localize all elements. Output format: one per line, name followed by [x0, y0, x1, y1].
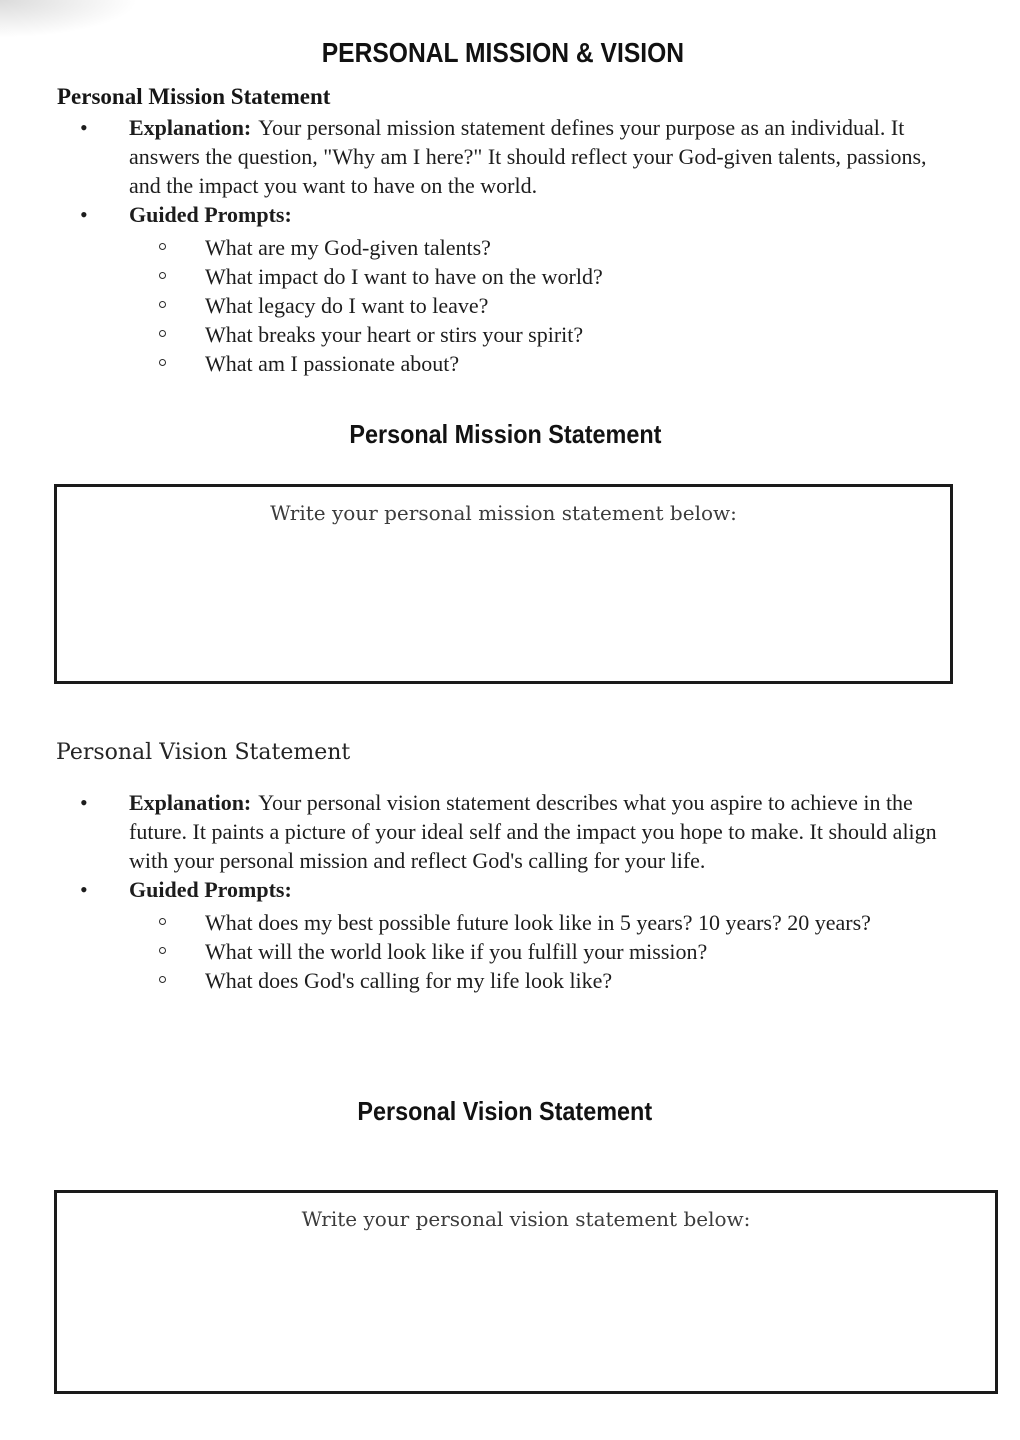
vision-box-heading: [0, 1097, 1010, 1126]
vision-prompt-text: What does my best possible future look like in 5 years? 10 years? 20 years?: [205, 910, 871, 935]
circle-bullet-icon: [159, 947, 166, 954]
bullet-icon: •: [80, 115, 88, 140]
vision-prompts-sublist: [0, 908, 1020, 995]
mission-guided-prompts-item: [0, 200, 1020, 229]
mission-list: [0, 113, 1020, 378]
mission-prompt-text: What breaks your heart or stirs your spirit?: [205, 322, 584, 347]
mission-prompts-sublist: [0, 233, 1020, 378]
vision-box-heading-text: Personal Vision Statement: [357, 1096, 653, 1126]
circle-bullet-icon: [159, 359, 166, 366]
circle-bullet-icon: [159, 330, 166, 337]
list-item: [0, 937, 1020, 966]
mission-prompt-text: What are my God-given talents?: [205, 235, 491, 260]
list-item: [0, 262, 1020, 291]
mission-prompt-text: What am I passionate about?: [205, 351, 460, 376]
bullet-icon: •: [80, 790, 88, 815]
mission-explanation-label: Explanation:: [129, 115, 252, 140]
circle-bullet-icon: [159, 976, 166, 983]
vision-box-label: Write your personal vision statement below:: [301, 1207, 751, 1231]
mission-writing-area[interactable]: [54, 484, 953, 684]
vision-list: [0, 788, 1020, 995]
vision-prompt-text: What does God's calling for my life look like?: [205, 968, 613, 993]
mission-prompt-text: What legacy do I want to leave?: [205, 293, 489, 318]
page-title: [0, 38, 1006, 69]
list-item: [0, 320, 1020, 349]
mission-box-heading-text: Personal Mission Statement: [348, 419, 662, 449]
vision-section-heading: Personal Vision Statement: [56, 740, 351, 765]
list-item: [0, 349, 1020, 378]
bullet-icon: •: [80, 877, 88, 902]
list-item: [0, 908, 895, 937]
mission-explanation-text: Your personal mission statement defines your purpose as an individual. It answers the question, "Why am I here?" It should reflect your God-given talents, passions, and the impact you want to have on the world.: [129, 115, 927, 198]
vision-guided-prompts-label: Guided Prompts:: [129, 877, 292, 902]
mission-explanation-item: [0, 113, 953, 200]
mission-section-heading: Personal Mission Statement: [57, 84, 331, 109]
vision-explanation-item: [0, 788, 959, 875]
vision-guided-prompts-item: [0, 875, 1020, 904]
mission-guided-prompts-label: Guided Prompts:: [129, 202, 292, 227]
circle-bullet-icon: [159, 243, 166, 250]
vision-explanation-text: Your personal vision statement describes what you aspire to achieve in the future. It paints a picture of your ideal self and the impact you hope to make. It should align with your personal mission and reflect God's calling for your life.: [129, 790, 937, 873]
circle-bullet-icon: [159, 918, 166, 925]
mission-box-label: Write your personal mission statement below:: [270, 501, 737, 525]
circle-bullet-icon: [159, 301, 166, 308]
vision-prompt-text: What will the world look like if you fulfill your mission?: [205, 939, 708, 964]
list-item: [0, 966, 1020, 995]
mission-prompt-text: What impact do I want to have on the world?: [205, 264, 603, 289]
list-item: [0, 233, 1020, 262]
page-title-text: PERSONAL MISSION & VISION: [321, 37, 685, 68]
bullet-icon: •: [80, 202, 88, 227]
vision-writing-area[interactable]: [54, 1190, 998, 1394]
mission-box-heading: [0, 420, 1010, 449]
vision-explanation-label: Explanation:: [129, 790, 252, 815]
circle-bullet-icon: [159, 272, 166, 279]
list-item: [0, 291, 1020, 320]
